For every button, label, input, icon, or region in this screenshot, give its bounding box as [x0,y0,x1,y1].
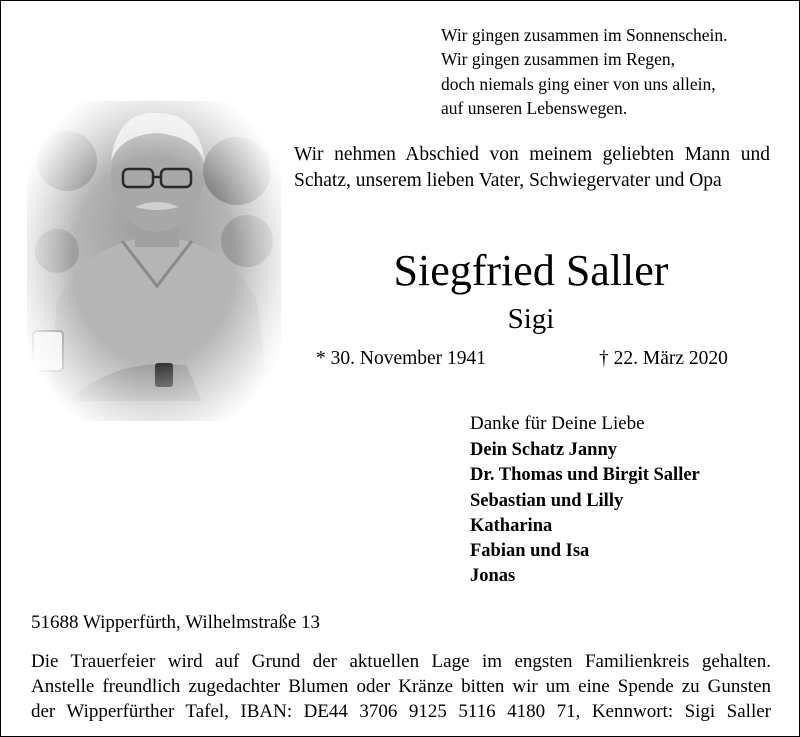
poem-line: Wir gingen zusammen im Sonnenschein. [441,25,728,45]
family-member: Fabian und Isa [470,541,590,562]
family-member: Katharina [470,515,553,536]
family-member: Sebastian und Lilly [470,490,624,511]
family-member: Dein Schatz Janny [470,440,617,460]
deceased-nickname: Sigi [507,303,555,335]
poem-line: Wir gingen zusammen im Regen, [441,49,676,70]
poem-line: doch niemals ging einer von uns allein, [441,73,716,94]
address: 51688 Wipperfürth, Wilhelmstraße 13 [31,612,321,633]
family-member: Dr. Thomas und Birgit Saller [470,465,700,486]
family-member: Jonas [470,566,516,587]
deceased-name: Siegfried Saller [393,246,669,295]
notice-line: Anstelle freundlich zugedachter Blumen oder Kränze bitten wir um eine Spende zu Gunsten [31,676,771,697]
family-list [470,438,700,590]
farewell-intro: Wir nehmen Abschied von meinem geliebten Mann und Schatz, unserem lieben Vater, Schwiegervater und Opa [294,144,770,191]
poem [441,23,728,120]
funeral-notice [31,649,771,724]
poem-line: auf unseren Lebenswegen. [441,97,628,118]
notice-line: Die Trauerfeier wird auf Grund der aktuellen Lage im engsten Familienkreis gehalten. [31,651,771,672]
portrait-photo [27,101,281,421]
thanks-line: Danke für Deine Liebe [470,413,645,434]
death-date: † 22. März 2020 [599,348,728,369]
birth-date: * 30. November 1941 [316,348,487,369]
notice-line: der Wipperfürther Tafel, IBAN: DE44 3706 9125 5116 4180 71, Kennwort: Sigi Saller [31,701,771,722]
